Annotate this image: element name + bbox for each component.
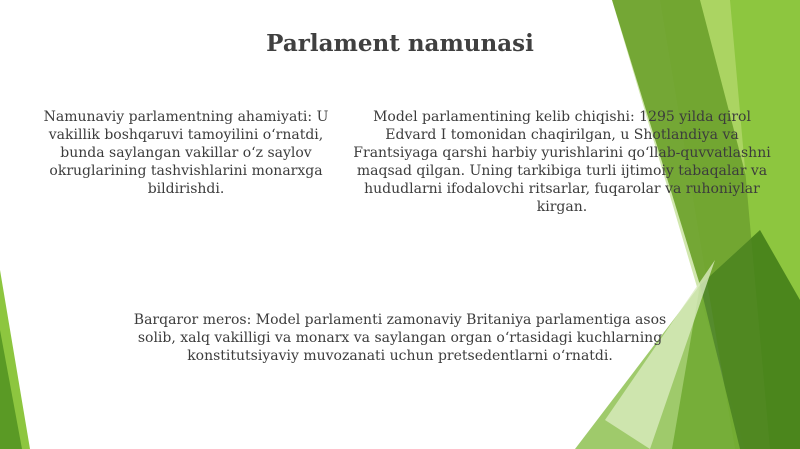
- paragraph-legacy: Barqaror meros: Model parlamenti zamonaviy Britaniya parlamentiga asos solib, xalq vakilligi va monarx va saylangan organ oʻrtasidagi kuchlarning konstitutsiyaviy muvozanati uchun pretsedentlarni oʻrnatdi.: [133, 312, 667, 364]
- slide-title: Parlament namunasi: [266, 30, 534, 57]
- paragraph-origin: Model parlamentining kelib chiqishi: 1295 yilda qirol Edvard I tomonidan chaqirilgan, u Shotlandiya va Frantsiyaga qarshi harbiy yurishlarini qoʻllab-quvvatlashni maqsad qilgan. Uning tarkibiga turli ijtimoiy tabaqalar va hududlarni ifodalovchi ritsarlar, fuqarolar va ruhoniylar kirgan.: [353, 109, 771, 215]
- paragraph-significance: Namunaviy parlamentning ahamiyati: U vakillik boshqaruvi tamoyilini oʻrnatdi, bunda saylangan vakillar oʻz saylov okruglarining tashvishlarini monarxga bildirishdi.: [43, 109, 329, 197]
